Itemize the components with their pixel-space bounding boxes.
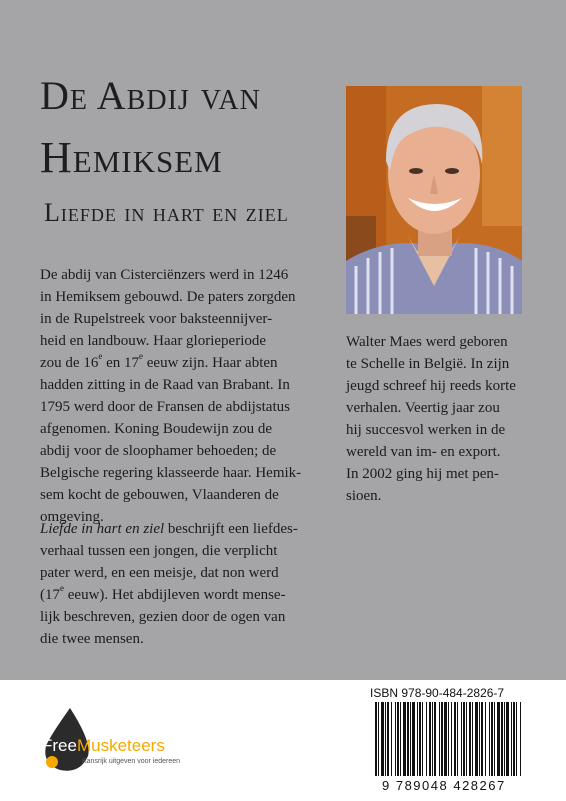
barcode-bar — [412, 702, 415, 776]
barcode-bar — [506, 702, 509, 776]
barcode-bar — [466, 702, 467, 776]
superscript: e — [60, 583, 64, 593]
text-run: zou de 16 — [40, 355, 99, 371]
book-title-italic: Liefde in hart en ziel — [40, 521, 165, 537]
barcode-bar — [463, 702, 465, 776]
barcode-bar — [439, 702, 440, 776]
barcode-bar — [520, 702, 521, 776]
barcode-bar — [489, 702, 490, 776]
blurb-line: verhaal tussen een jongen, die verplicht — [40, 543, 278, 559]
blurb-line: sem kocht de gebouwen, Vlaanderen de — [40, 487, 279, 503]
isbn-label: ISBN 978-90-484-2826-7 — [370, 686, 505, 700]
barcode-bar — [429, 702, 431, 776]
blurb-line: abdij voor de sloophamer behoeden; de — [40, 443, 277, 459]
text-run: beschrijft een liefdes- — [164, 521, 298, 537]
bio-line: jeugd schreef hij reeds korte — [346, 378, 516, 394]
publisher-name-free: Free — [42, 736, 77, 755]
blurb-line: omgeving. — [40, 509, 104, 525]
text-run: eeuw). Het abdijleven wordt mense- — [64, 587, 286, 603]
barcode-bar — [432, 702, 433, 776]
barcode-bar — [497, 702, 500, 776]
author-photo — [346, 86, 522, 314]
barcode-bar — [381, 702, 384, 776]
barcode-bar — [375, 702, 377, 776]
blurb-line: afgenomen. Koning Boudewijn zou de — [40, 421, 273, 437]
barcode-bar — [448, 702, 449, 776]
subtitle: Liefde in hart en ziel — [44, 198, 289, 227]
title-line-1: De Abdij van — [40, 73, 261, 118]
barcode-bar — [407, 702, 409, 776]
barcode-bar — [516, 702, 517, 776]
barcode-bar — [417, 702, 418, 776]
barcode-bar — [513, 702, 515, 776]
blurb-line: die twee mensen. — [40, 631, 144, 647]
barcode-bar — [451, 702, 452, 776]
superscript: e — [139, 351, 143, 361]
bio-line: verhalen. Veertig jaar zou — [346, 400, 500, 416]
history-blurb — [40, 264, 312, 528]
blurb-line — [40, 518, 312, 540]
blurb-line: 1795 werd door de Fransen de abdijstatus — [40, 399, 290, 415]
text-run: eeuw zijn. Haar abten — [143, 355, 278, 371]
blurb-line — [40, 352, 312, 374]
blurb-line: De abdij van Cisterciënzers werd in 1246 — [40, 267, 289, 283]
barcode-bar — [454, 702, 456, 776]
bio-line: sioen. — [346, 488, 382, 504]
barcode-bar — [457, 702, 458, 776]
author-portrait-graphic — [346, 86, 522, 314]
barcode-bar — [491, 702, 493, 776]
barcode-bar — [391, 702, 392, 776]
barcode-digits: 9 789048 428267 — [382, 778, 506, 793]
blurb-line: heid en landbouw. Haar glorieperiode — [40, 333, 267, 349]
barcode-bar — [410, 702, 411, 776]
barcode-bar — [419, 702, 421, 776]
author-bio — [346, 331, 536, 507]
publisher-name-musketeers: Musketeers — [76, 736, 165, 755]
barcode-bar — [434, 702, 436, 776]
barcode-bar — [504, 702, 505, 776]
barcode-bar — [378, 702, 379, 776]
barcode-bar — [485, 702, 486, 776]
bio-line: Walter Maes werd geboren — [346, 334, 508, 350]
blurb-line: hadden zitting in de Raad van Brabant. In — [40, 377, 290, 393]
barcode-bar — [472, 702, 473, 776]
story-blurb — [40, 518, 312, 650]
text-run: en 17 — [102, 355, 139, 371]
barcode-bar — [469, 702, 471, 776]
publisher-name — [42, 736, 165, 756]
superscript: e — [98, 351, 103, 361]
barcode-bar — [441, 702, 443, 776]
barcode-bar — [494, 702, 495, 776]
bio-line: wereld van im- en export. — [346, 444, 501, 460]
barcode-bar — [397, 702, 399, 776]
blurb-line: lijk beschreven, gezien door de ogen van — [40, 609, 286, 625]
barcode-bar — [422, 702, 423, 776]
barcode-bar — [385, 702, 386, 776]
blurb-line: in Hemiksem gebouwd. De paters zorgden — [40, 289, 296, 305]
bio-line: te Schelle in België. In zijn — [346, 356, 510, 372]
barcode-bar — [479, 702, 480, 776]
barcode-bar — [511, 702, 512, 776]
barcode-bar — [426, 702, 427, 776]
barcode-bar — [481, 702, 483, 776]
barcode-bar — [403, 702, 406, 776]
bio-line: hij succesvol werken in de — [346, 422, 506, 438]
title-line-2: Hemiksem — [40, 133, 223, 182]
barcode-bar — [387, 702, 389, 776]
text-run: (17 — [40, 587, 60, 603]
blurb-line: pater werd, en een meisje, dat non werd — [40, 565, 279, 581]
barcode-bar — [475, 702, 478, 776]
barcode-bar — [461, 702, 462, 776]
bio-line: In 2002 ging hij met pen- — [346, 466, 499, 482]
barcode-bar — [400, 702, 401, 776]
barcode-bar — [501, 702, 503, 776]
publisher-tagline: Kansrijk uitgeven voor iedereen — [82, 758, 181, 765]
barcode-bar — [444, 702, 447, 776]
blurb-line — [40, 584, 312, 606]
barcode-bar — [395, 702, 396, 776]
blurb-line: in de Rupelstreek voor baksteennijver- — [40, 311, 273, 327]
blurb-line: Belgische regering klasseerde haar. Hemik- — [40, 465, 302, 481]
